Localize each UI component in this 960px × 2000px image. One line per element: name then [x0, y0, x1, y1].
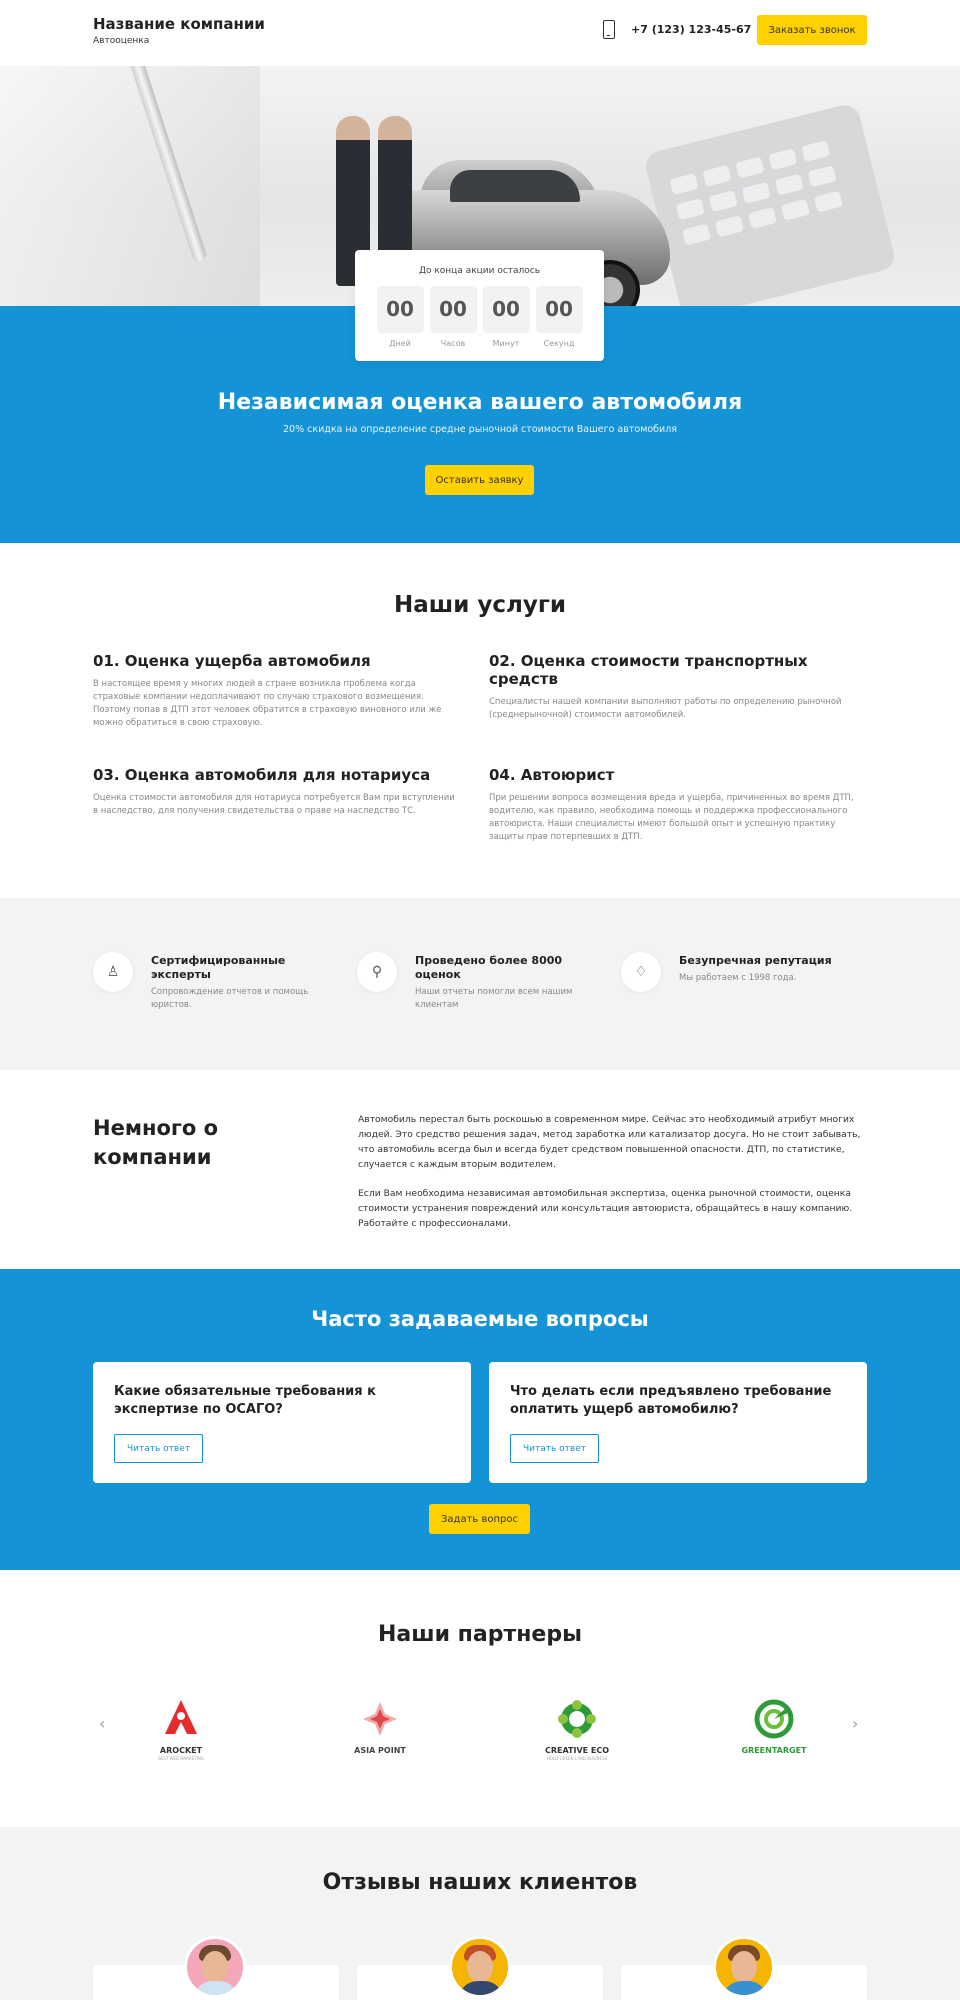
faq-title: Часто задаваемые вопросы: [311, 1307, 649, 1331]
certificate-icon: ♙: [93, 952, 133, 992]
services-section: [0, 543, 960, 898]
paper-decoration: [0, 66, 260, 306]
brand[interactable]: [93, 15, 265, 46]
countdown-widget: [355, 250, 604, 361]
calculator-decoration: [643, 102, 898, 306]
reviews-title: Отзывы наших клиентов: [322, 1870, 638, 1895]
faq-question: Какие обязательные требования к экспертизе по ОСАГО?: [114, 1384, 376, 1417]
service-item: 01. Оценка ущерба автомобиля В настоящее время у многих людей в стране возникла проблема когда страховые компании недоплачивают по случаю страхового возмещения. Поэтому попав в ДТП этот человек обратится в страховую виновного или же можно обратиться в свою страховую.: [93, 652, 442, 728]
countdown-seconds: 00 Секунд: [536, 286, 583, 348]
phone-icon: [603, 20, 615, 39]
features-section: ♙ Сертифицированные эксперты Сопровождение отчетов и помощь юристов. ⚲ Проведено более 8000 оценок Наши отчеты помогли всем нашим клиентам ♢ Безупречная репутация Мы работаем с 1998 года.: [0, 898, 960, 1070]
avatar: [449, 1936, 511, 1998]
countdown-days: 00 Дней: [377, 286, 424, 348]
read-answer-button[interactable]: Читать ответ: [114, 1434, 203, 1463]
countdown-hours: 00 Часов: [430, 286, 477, 348]
carousel-next-icon[interactable]: ›: [852, 1714, 859, 1733]
search-icon: ⚲: [357, 952, 397, 992]
partner-logo-arocket[interactable]: AROCKET BEST WEB MARKETING: [131, 1698, 231, 1761]
service-item: 02. Оценка стоимости транспортных средств Специалисты нашей компании выполняют работы по определению рыночной (среднерыночной) стоимости автомобилей.: [489, 652, 842, 720]
service-item: 03. Оценка автомобиля для нотариуса Оценка стоимости автомобиля для нотариуса потребуется Вам при вступлении в наследство, для получения свидетельства о праве на наследство ТС.: [93, 766, 455, 816]
site-header: [0, 0, 960, 66]
about-text: Автомобиль перестал быть роскошью в современном мире. Сейчас это необходимый атрибут многих людей. Это средство решения задач, метод заработка или катализатор досуга. Но не стоит забывать, что автомобиль всегда был и всегда будет средством повышенной опасности. ДТП, по статистике, случается с каждым вторым водителем. Если Вам необходима независимая автомобильная экспертиза, оценка рыночной стоимости, оценка стоимости устранения повреждений или консультация автоюриста, обращайтесь в нашу компанию. Работайте с профессионалами.: [358, 1114, 861, 1229]
countdown-title: До конца акции осталось: [418, 266, 541, 276]
faq-question: Что делать если предъявлено требование оплатить ущерб автомобилю?: [510, 1384, 832, 1417]
read-answer-button[interactable]: Читать ответ: [510, 1434, 599, 1463]
carousel-prev-icon[interactable]: ‹: [99, 1714, 106, 1733]
ask-question-button[interactable]: Задать вопрос: [429, 1504, 530, 1534]
company-subtitle: Автооценка: [93, 36, 150, 46]
hero-title: Независимая оценка вашего автомобиля: [217, 390, 743, 415]
about-title: Немного о компании: [93, 1116, 219, 1169]
eco-leaf-icon: [556, 1698, 598, 1740]
countdown-minutes: 00 Минут: [483, 286, 530, 348]
faq-card: [93, 1362, 471, 1483]
partners-title: Наши партнеры: [377, 1622, 582, 1647]
reviews-section: [0, 1827, 960, 2000]
hero-subtitle: 20% скидка на определение средне рыночной стоимости Вашего автомобиля: [282, 424, 677, 435]
faq-card: [489, 1362, 867, 1483]
avatar: [713, 1936, 775, 1998]
partner-logo-creative-eco[interactable]: CREATIVE ECO HOLD GREEN LAND BUSINESS: [527, 1698, 627, 1761]
avatar: [184, 1936, 246, 1998]
services-title: Наши услуги: [394, 592, 566, 618]
diamond-icon: ♢: [621, 952, 661, 992]
rocket-icon: [160, 1698, 202, 1740]
phone-number[interactable]: +7 (123) 123-45-67: [631, 23, 752, 36]
leave-request-button[interactable]: Оставить заявку: [425, 465, 534, 495]
target-icon: [753, 1698, 795, 1740]
about-section: [0, 1070, 960, 1269]
partner-logo-asia-point[interactable]: ASIA POINT: [330, 1698, 430, 1755]
company-name: Название компании: [93, 15, 265, 33]
faq-section: [0, 1269, 960, 1570]
partner-logo-greentarget[interactable]: GREENTARGET: [724, 1698, 824, 1755]
service-item: 04. Автоюрист При решении вопроса возмещения вреда и ущерба, причиненных во время ДТП, водителю, как правило, необходима помощь и поддержка профессионального автоюриста. Наши специалисты имеют большой опыт и успешную практику защиты прав потерпевших в ДТП.: [489, 766, 854, 842]
asia-point-icon: [359, 1698, 401, 1740]
call-request-button[interactable]: Заказать звонок: [757, 15, 867, 45]
partners-section: [0, 1570, 960, 1827]
